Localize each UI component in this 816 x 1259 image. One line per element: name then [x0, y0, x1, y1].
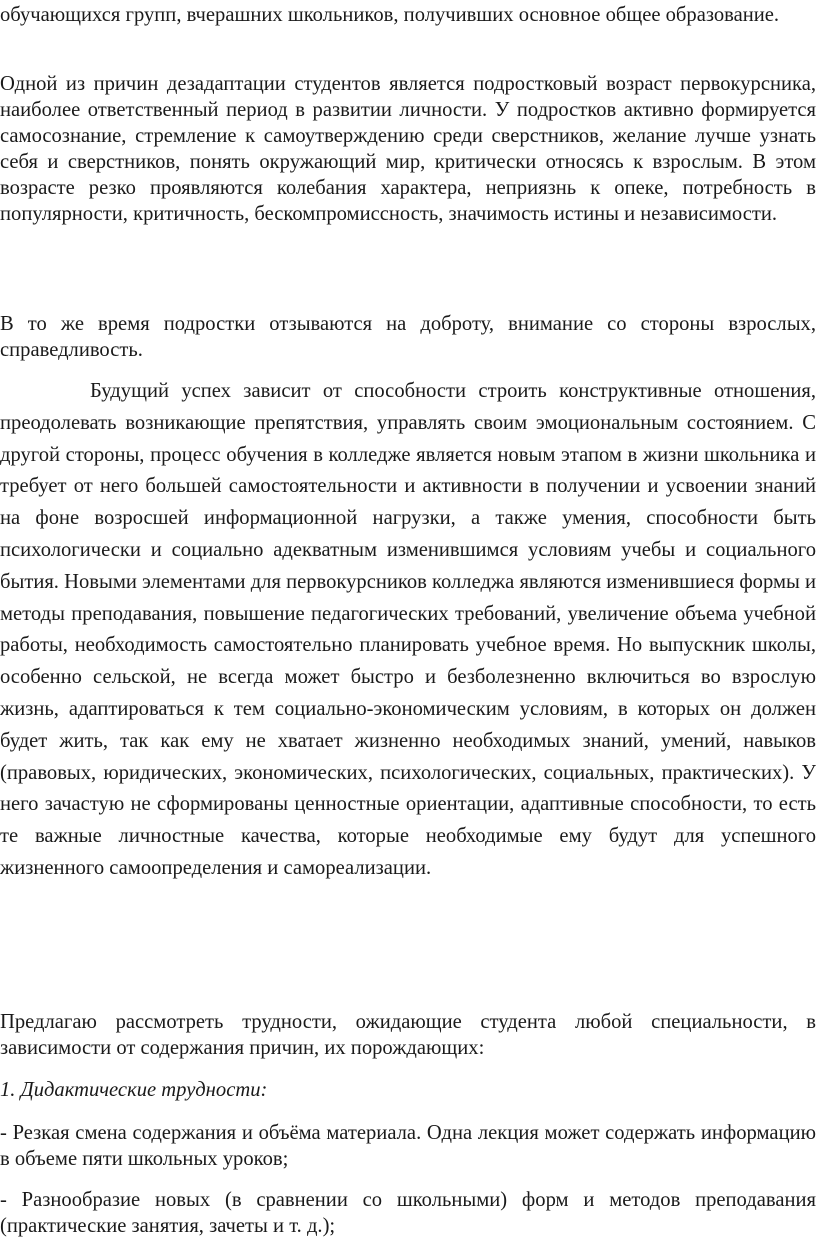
paragraph-intro: обучающихся групп, вчерашних школьников, получивших основное общее образование. — [0, 4, 780, 26]
paragraph-adolescence: Одной из причин дезадаптации студентов является подростковый возраст первокурсника, наиболее ответственный период в развитии личности. У подростков активно формируется самосознание, стремление к самоутверждению среди сверстников, желание лучше узнать себя и сверстников, понять окружающий мир, критически относясь к взрослым. В этом возрасте резко проявляются колебания характера, неприязнь к опеке, потребность в популярности, критичность, бескомпромиссность, значимость истины и независимости. — [0, 73, 816, 225]
paragraph-future-success: Будущий успех зависит от способности строить конструктивные отношения, преодолевать возникающие препятствия, управлять своим эмоциональным состоянием. С другой стороны, процесс обучения в колледже является новым этапом в жизни школьника и требует от него большей самостоятельности и активности в получении и усвоении знаний на фоне возросшей информационной нагрузки, а также умения, способности быть психологически и социально адекватным изменившимся условиям учебы и социального бытия. Новыми элементами для первокурсников колледжа являются изменившиеся формы и методы преподавания, повышение педагогических требований, увеличение объема учебной работы, необходимость самостоятельно планировать учебное время. Но выпускник школы, особенно сельской, не всегда может быстро и безболезненно включиться во взрослую жизнь, адаптироваться к тем социально-экономическим условиям, в которых он должен будет жить, так как ему не хватает жизненно необходимых знаний, умений, навыков (правовых, юридических, экономических, психологических, социальных, практических). У него зачастую не сформированы ценностные ориентации, адаптивные способности, то есть те важные личностные качества, которые необходимые ему будут для успешного жизненного самоопределения и самореализации. — [0, 380, 816, 879]
paragraph-kindness: В то же время подростки отзываются на доброту, внимание со стороны взрослых, справедливость. — [0, 313, 816, 361]
paragraph-difficulties-intro: Предлагаю рассмотреть трудности, ожидающие студента любой специальности, в зависимости от содержания причин, их порождающих: — [0, 1011, 816, 1059]
section-heading-didactic: 1. Дидактические трудности: — [0, 1079, 268, 1101]
list-item-content-change: - Резкая смена содержания и объёма материала. Одна лекция может содержать информацию в объеме пяти школьных уроков; — [0, 1122, 816, 1170]
list-item-new-forms: - Разнообразие новых (в сравнении со школьными) форм и методов преподавания (практические занятия, зачеты и т. д.); — [0, 1189, 816, 1237]
